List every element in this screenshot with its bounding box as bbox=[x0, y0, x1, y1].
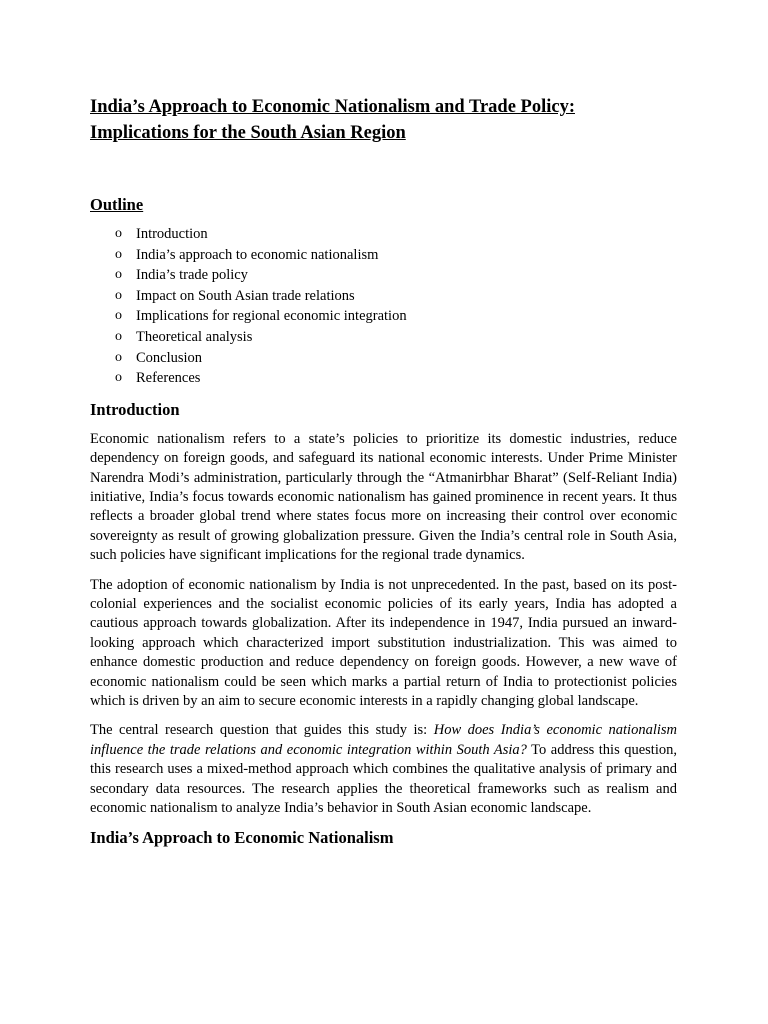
outline-item-label: Impact on South Asian trade relations bbox=[136, 287, 355, 304]
outline-item-label: Theoretical analysis bbox=[136, 328, 253, 345]
outline-item-label: Conclusion bbox=[136, 349, 203, 366]
outline-item-label: India’s trade policy bbox=[136, 267, 248, 284]
title-line-1: India’s Approach to Economic Nationalism and Trade Policy: bbox=[90, 97, 575, 117]
outline-item bbox=[90, 306, 677, 327]
document-title bbox=[90, 94, 677, 146]
outline-item bbox=[90, 265, 677, 286]
bullet-icon: o bbox=[115, 287, 122, 303]
introduction-heading: Introduction bbox=[90, 399, 180, 419]
outline-heading: Outline bbox=[90, 195, 144, 214]
outline-item bbox=[90, 245, 677, 266]
introduction-paragraph-3 bbox=[90, 721, 677, 818]
outline-item-label: Implications for regional economic integration bbox=[136, 308, 407, 325]
paragraph-3-rest: To address this question, this research uses a mixed-method approach which combines the qualitative analysis of primary and secondary data resources. The research applies the theoretical frameworks such as realism and economic nationalism to analyze India’s behavior in South Asian economic landscape. bbox=[90, 741, 677, 817]
bullet-icon: o bbox=[115, 328, 122, 344]
bullet-icon: o bbox=[115, 308, 122, 324]
outline-item bbox=[90, 327, 677, 348]
introduction-paragraph-2: The adoption of economic nationalism by India is not unprecedented. In the past, based on its post-colonial experiences and the socialist economic policies of its early years, India has adopted a cautious approach towards globalization. After its independence in 1947, India pursued an inward-looking approach which characterized import substitution industrialization. This was aimed to enhance domestic production and reduce dependency on foreign goods. However, a new wave of economic nationalism could be seen which marks a partial return of India to protectionist policies which is driven by an aim to secure economic interests in a rapidly changing global landscape. bbox=[90, 576, 677, 710]
outline-item bbox=[90, 224, 677, 245]
outline-item-label: India’s approach to economic nationalism bbox=[136, 246, 379, 263]
bullet-icon: o bbox=[115, 226, 122, 241]
research-question: How does India’s economic nationalism influence the trade relations and economic integration within South Asia? bbox=[90, 722, 677, 758]
title-line-2: Implications for the South Asian Region bbox=[90, 123, 406, 143]
bullet-icon: o bbox=[115, 267, 122, 283]
outline-item bbox=[90, 368, 677, 389]
outline-item bbox=[90, 348, 677, 369]
outline-list bbox=[90, 224, 677, 389]
outline-item bbox=[90, 286, 677, 307]
bullet-icon: o bbox=[115, 349, 122, 365]
section-heading-economic-nationalism: India’s Approach to Economic Nationalism bbox=[90, 828, 394, 848]
paragraph-3-lead: The central research question that guides this study is: bbox=[90, 722, 434, 739]
introduction-paragraph-1: Economic nationalism refers to a state’s policies to prioritize its domestic industries, reduce dependency on foreign goods, and safeguard its national economic interests. Under Prime Minister Narendra Modi’s administration, particularly through the “Atmanirbhar Bharat” (Self-Reliant India) initiative, India’s focus towards economic nationalism has gained prominence in recent years. It thus reflects a broader global trend where states focus more on increasing their control over economic sovereignty as result of growing globalization pressure. Given the India’s central role in South Asia, such policies have significant implications for the regional trade dynamics. bbox=[90, 430, 677, 564]
outline-item-label: Introduction bbox=[136, 226, 208, 242]
document-body bbox=[90, 94, 677, 849]
bullet-icon: o bbox=[115, 370, 122, 386]
outline-item-label: References bbox=[136, 370, 201, 387]
bullet-icon: o bbox=[115, 246, 122, 262]
